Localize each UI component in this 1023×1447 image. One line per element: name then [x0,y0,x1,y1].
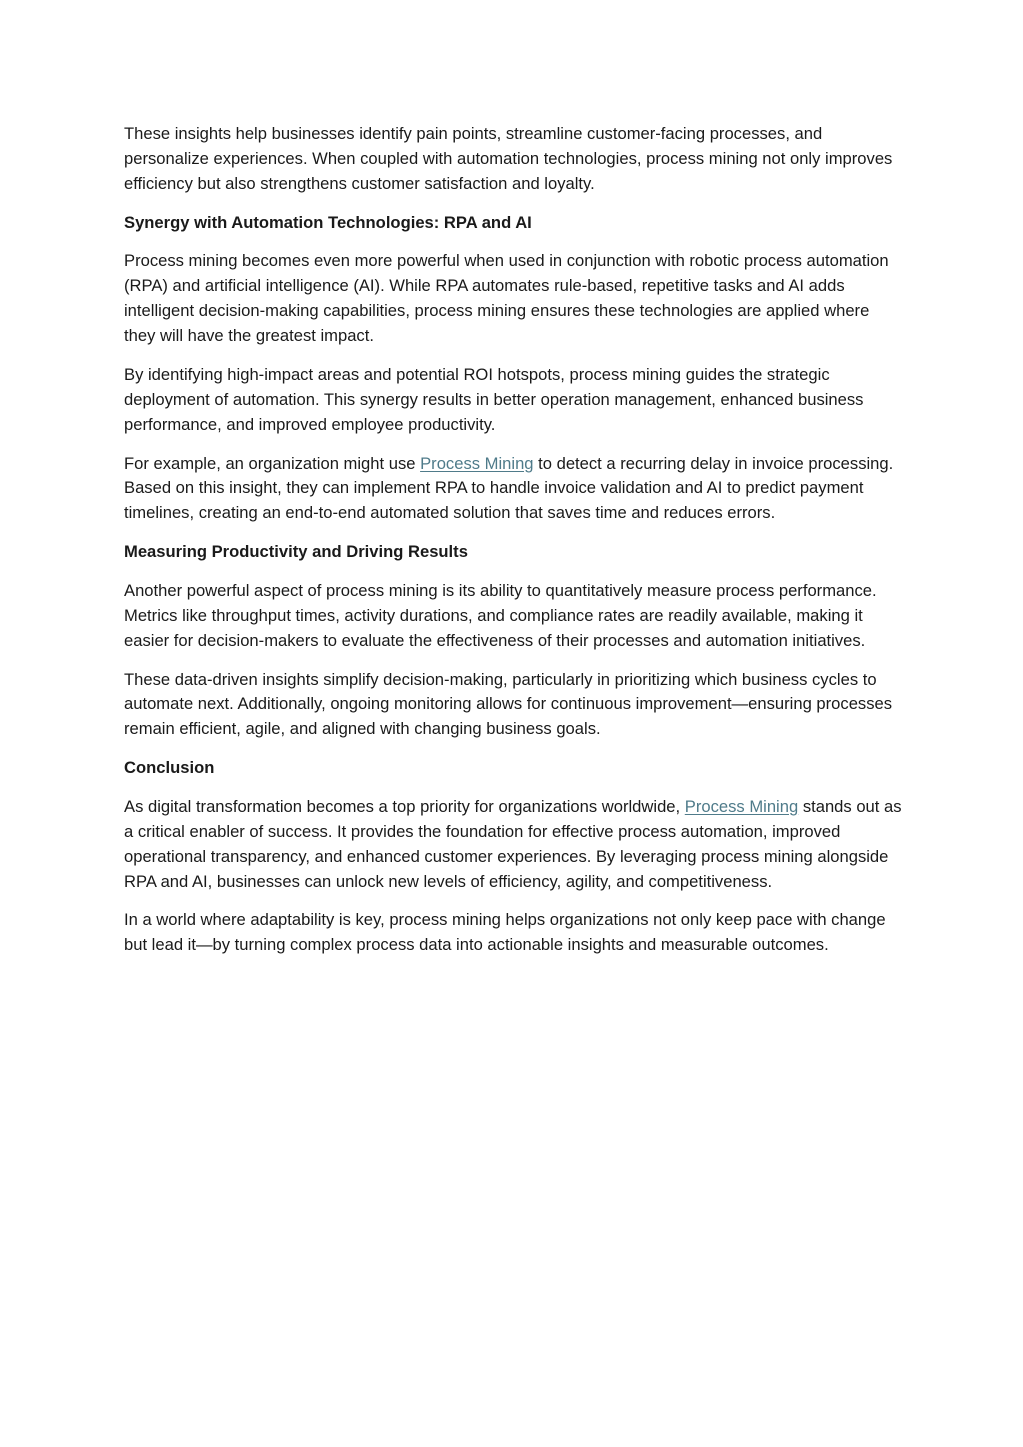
heading-measuring-productivity: Measuring Productivity and Driving Results [124,542,468,562]
paragraph-conclusion [124,795,902,895]
paragraph-roi-hotspots: By identifying high-impact areas and potential ROI hotspots, process mining guides the strategic deployment of automation. This synergy results in better operation management, enhanced business performance, and improved employee productivity. [124,364,864,434]
paragraph-synergy-intro: Process mining becomes even more powerful when used in conjunction with robotic process automation (RPA) and artificial intelligence (AI). While RPA automates rule-based, repetitive tasks and AI adds intelligent decision-making capabilities, process mining ensures these technologies are applied where they will have the greatest impact. [124,251,889,346]
paragraph-example [124,452,902,527]
process-mining-link[interactable]: Process Mining [420,453,534,473]
heading-synergy: Synergy with Automation Technologies: RPA and AI [124,212,532,232]
example-text-before: For example, an organization might use [124,453,421,473]
heading-conclusion: Conclusion [124,758,215,778]
paragraph-data-driven: These data-driven insights simplify decision-making, particularly in prioritizing which business cycles to automate next. Additionally, ongoing monitoring allows for continuous improvement—ensuring processes remain efficient, agile, and aligned with changing business goals. [124,669,893,739]
process-mining-link[interactable]: Process Mining [684,796,799,816]
conclusion-text-before: As digital transformation becomes a top priority for organizations worldwide, [124,796,685,816]
paragraph-closing: In a world where adaptability is key, process mining helps organizations not only keep pace with change but lead it—by turning complex process data into actionable insights and measurable outcomes. [124,910,886,955]
conclusion-text-after: stands out as a critical enabler of success. It provides the foundation for effective process automation, improved operational transparency, and enhanced customer experiences. By leveraging process mining alongside RPA and AI, businesses can unlock new levels of efficiency, agility, and competitiveness. [124,796,902,891]
paragraph-metrics: Another powerful aspect of process mining is its ability to quantitatively measure process performance. Metrics like throughput times, activity durations, and compliance rates are readily available, making it easier for decision-makers to evaluate the effectiveness of their processes and automation initiatives. [124,580,877,650]
paragraph-insights: These insights help businesses identify pain points, streamline customer-facing processes, and personalize experiences. When coupled with automation technologies, process mining not only improves efficiency but also strengthens customer satisfaction and loyalty. [124,124,893,193]
example-text-after: to detect a recurring delay in invoice processing. Based on this insight, they can implement RPA to handle invoice validation and AI to predict payment timelines, creating an end-to-end automated solution that saves time and reduces errors. [124,453,894,523]
document-page [124,122,902,972]
